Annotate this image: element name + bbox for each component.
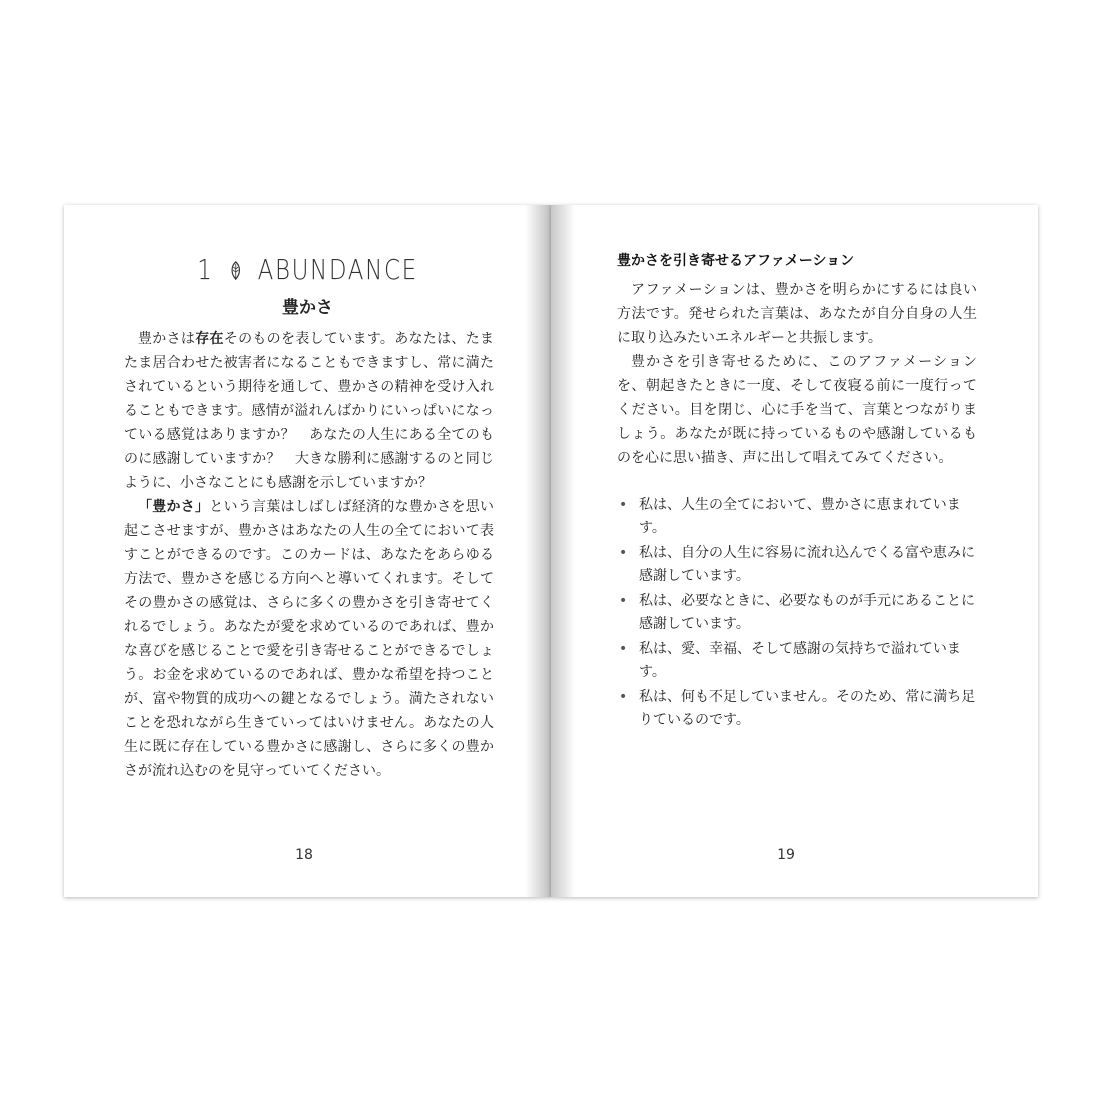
list-item-text: 私は、必要なときに、必要なものが手元にあることに感謝しています。 [639, 593, 975, 632]
bullet-icon: • [619, 689, 628, 705]
right-content [617, 250, 977, 734]
list-item-text: 私は、何も不足していません。そのため、常に満ち足りているのです。 [639, 689, 976, 728]
bullet-icon: • [619, 641, 628, 657]
gutter-shadow [551, 205, 575, 897]
list-item [617, 638, 977, 684]
left-body-text [124, 327, 494, 783]
affirmation-list [617, 494, 977, 732]
bullet-icon: • [619, 497, 628, 513]
paragraph-text: そのものを表しています。あなたは、たまたま居合わせた被害者になることもできますし、常に満たされているという期待を通して、豊かさの精神を受け入れることもできます。感情が溢れんばかりにいっぱいになっている感覚はありますか？ あなたの人生にある全てのものに感謝していますか？ 大きな勝利に感謝するのと同じように、小さなことにも感謝を示していますか？ [124, 331, 494, 491]
list-item [617, 494, 977, 540]
section-title: 豊かさを引き寄せるアファメーション [617, 253, 855, 269]
bullet-icon: • [619, 593, 628, 609]
emphasis-text: 「豊かさ」 [138, 499, 210, 515]
chapter-title [108, 253, 507, 288]
chapter-title-text: ABUNDANCE [257, 253, 418, 286]
page-number: 18 [295, 847, 313, 863]
paragraph-text: という言葉はしばしば経済的な豊かさを思い起こさせますが、豊かさはあなたの人生の全てにおいて表すことができるのです。このカードは、あなたをあらゆる方法で、豊かさを感じる方向へと導いてくれます。そしてその豊かさの感覚は、さらに多くの豊かさを引き寄せてくれるでしょう。あなたが愛を求めているのであれば、豊かな喜びを感じることで愛を引き寄せることができるでしょう。お金を求めているのであれば、豊かな希望を持つことが、富や物質的成功への鍵となるでしょう。満たされないことを恐れながら生きていってはいけません。あなたの人生に既に存在している豊かさに感謝し、さらに多くの豊かさが流れ込むのを見守っていてください。 [124, 499, 494, 779]
leaf-icon [229, 255, 242, 288]
list-item-text: 私は、愛、幸福、そして感謝の気持ちで溢れています。 [639, 641, 961, 680]
emphasis-text: 存在 [195, 331, 224, 347]
paragraph: アファメーションは、豊かさを明らかにするには良い方法です。発せられた言葉は、あなたが自分自身の人生に取り込みたいエネルギーと共振します。 [617, 282, 977, 346]
bullet-icon: • [619, 545, 628, 561]
right-page [551, 205, 1038, 897]
list-item-text: 私は、人生の全てにおいて、豊かさに恵まれています。 [639, 497, 961, 536]
list-item [617, 686, 977, 732]
list-item [617, 590, 977, 636]
book-spread [64, 205, 1038, 897]
page-number: 19 [777, 847, 795, 863]
paragraph-text: 豊かさは [138, 331, 196, 347]
list-item [617, 542, 977, 588]
paragraph [124, 495, 494, 783]
list-item-text: 私は、自分の人生に容易に流れ込んでくる富や恵みに感謝しています。 [639, 545, 975, 584]
left-page [64, 205, 551, 897]
right-body-text [617, 278, 977, 470]
chapter-number: 1 [197, 253, 214, 286]
paragraph [124, 327, 494, 495]
paragraph: 豊かさを引き寄せるために、このアファメーションを、朝起きたときに一度、そして夜寝る前に一度行ってください。目を閉じ、心に手を当て、言葉とつながりましょう。あなたが既に持っているものや感謝しているものを心に思い描き、声に出して唱えてみてください。 [617, 354, 977, 466]
chapter-subtitle: 豊かさ [282, 298, 333, 318]
